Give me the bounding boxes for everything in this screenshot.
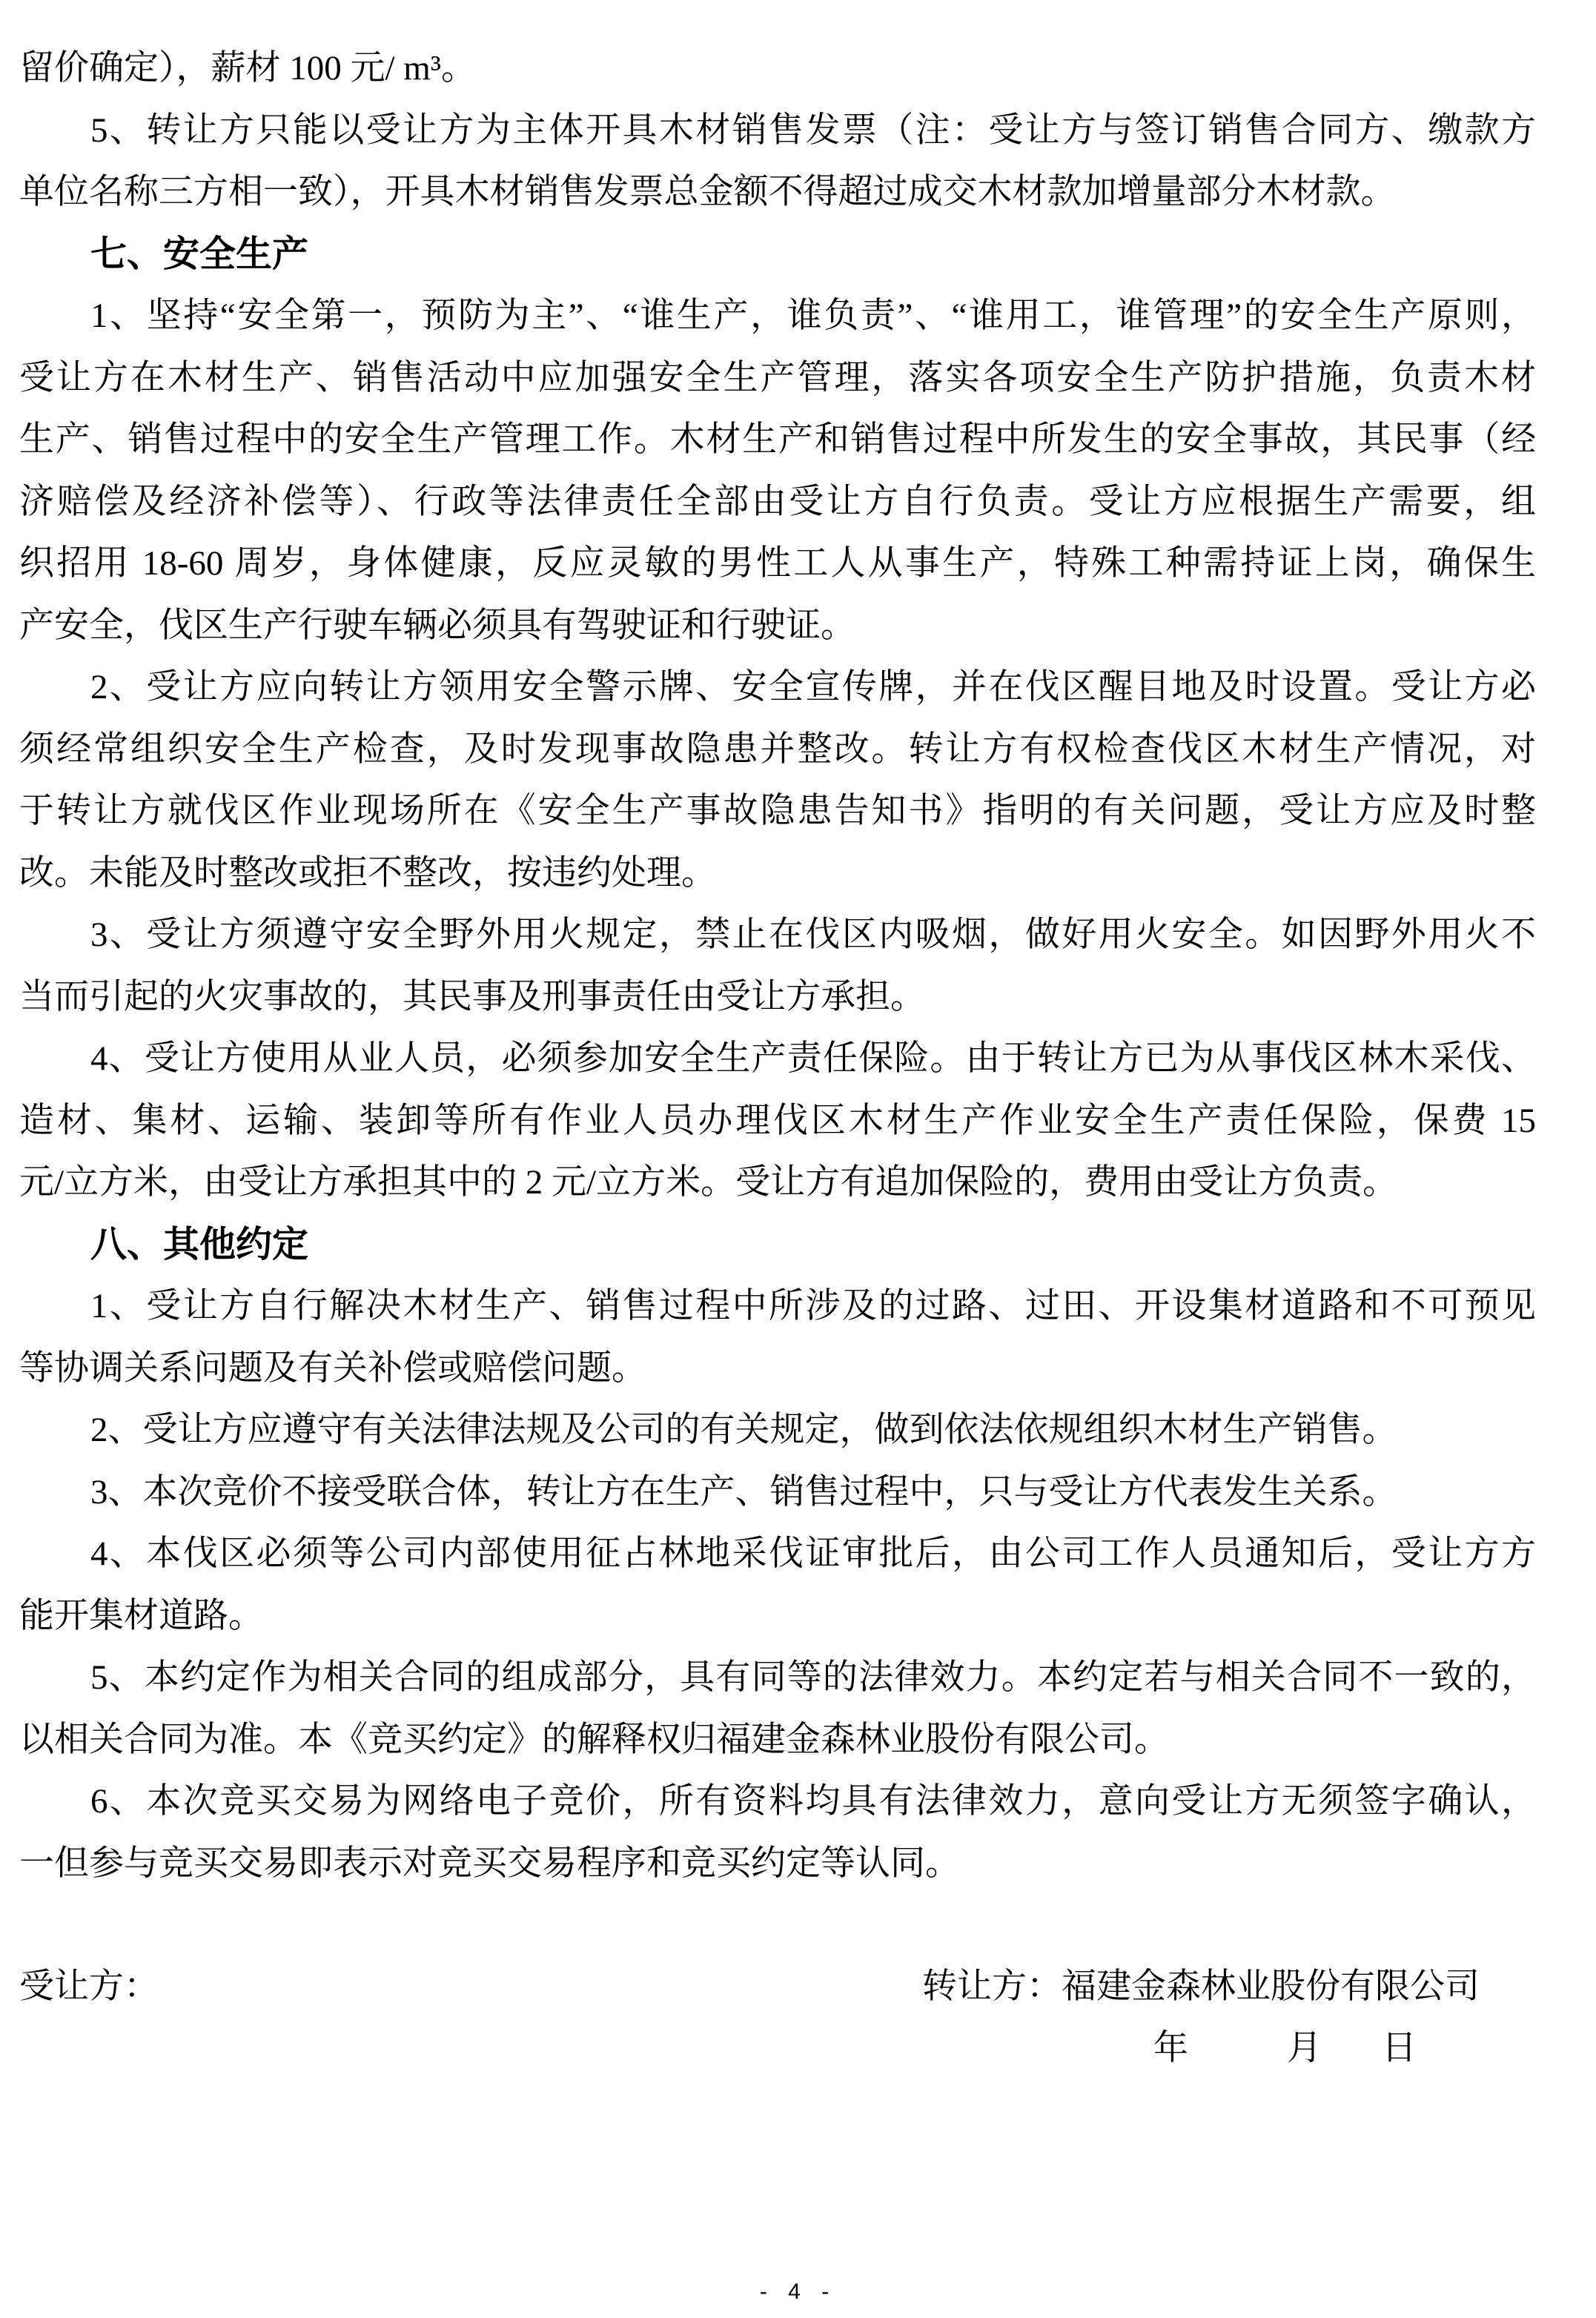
document-line: 产安全，伐区生产行驶车辆必须具有驾驶证和行驶证。: [19, 606, 855, 645]
document-line: 2、受让方应向转让方领用安全警示牌、安全宣传牌，并在伐区醒目地及时设置。受让方必: [90, 668, 1536, 706]
signature-row: [0, 1956, 1596, 2018]
document-line: 6、本次竞买交易为网络电子竞价，所有资料均具有法律效力，意向受让方无须签字确认，: [90, 1782, 1536, 1821]
document-line: 单位名称三方相一致），开具木材销售发票总金额不得超过成交木材款加增量部分木材款。: [19, 173, 1396, 211]
transferee-signature-label: 受让方：: [19, 1967, 159, 2006]
document-line: 受让方在木材生产、销售活动中应加强安全生产管理，落实各项安全生产防护措施，负责木材: [19, 358, 1536, 397]
document-line: 生产、销售过程中的安全生产管理工作。木材生产和销售过程中所发生的安全事故，其民事（经: [19, 420, 1536, 459]
document-line: 元/立方米，由受让方承担其中的 2 元/立方米。受让方有追加保险的，费用由受让方负责。: [19, 1163, 1398, 1202]
section-heading: 七、安全生产: [90, 234, 309, 274]
date-month-label: 月: [1287, 2029, 1322, 2067]
document-line: 须经常组织安全生产检查，及时发现事故隐患并整改。转让方有权检查伐区木材生产情况，对: [19, 729, 1536, 769]
document-line: 改。未能及时整改或拒不整改，按违约处理。: [19, 853, 716, 893]
signature-date-row: [0, 2017, 1596, 2079]
document-line: 4、受让方使用从业人员，必须参加安全生产责任保险。由于转让方已为从事伐区林木采伐、: [90, 1039, 1536, 1078]
document-line: 3、本次竞价不接受联合体，转让方在生产、销售过程中，只与受让方代表发生关系。: [90, 1472, 1397, 1511]
document-line: 能开集材道路。: [19, 1596, 263, 1635]
section-heading: 八、其他约定: [90, 1224, 309, 1265]
document-line: 5、本约定作为相关合同的组成部分，具有同等的法律效力。本约定若与相关合同不一致的，: [90, 1658, 1536, 1697]
document-line: 5、转让方只能以受让方为主体开具木材销售发票（注：受让方与签订销售合同方、缴款方: [90, 110, 1536, 150]
document-line: 一但参与竞买交易即表示对竞买交易程序和竞买约定等认同。: [19, 1844, 960, 1883]
document-line: 留价确定），薪材 100 元/ m³。: [19, 49, 476, 87]
document-line: 1、坚持“安全第一，预防为主”、“谁生产，谁负责”、“谁用工，谁管理”的安全生产原则，: [90, 297, 1536, 335]
document-line: 等协调关系问题及有关补偿或赔偿问题。: [19, 1348, 646, 1388]
document-line: 以相关合同为准。本《竞买约定》的解释权归福建金森林业股份有限公司。: [19, 1720, 1169, 1759]
page-number: - 4 -: [759, 2279, 837, 2304]
document-line: 织招用 18-60 周岁，身体健康，反应灵敏的男性工人从事生产，特殊工种需持证上岗，确保生: [19, 544, 1536, 583]
document-line: 1、受让方自行解决木材生产、销售过程中所涉及的过路、过田、开设集材道路和不可预见: [90, 1287, 1536, 1325]
document-line: 当而引起的火灾事故的，其民事及刑事责任由受让方承担。: [19, 977, 925, 1016]
transferor-signature-label: 转让方：福建金森林业股份有限公司: [922, 1967, 1480, 2006]
document-line: 4、本伐区必须等公司内部使用征占林地采伐证审批后，由公司工作人员通知后，受让方方: [90, 1534, 1536, 1573]
date-day-label: 日: [1382, 2029, 1417, 2067]
document-line: 于转让方就伐区作业现场所在《安全生产事故隐患告知书》指明的有关问题，受让方应及时整: [19, 792, 1536, 830]
document-line: 2、受让方应遵守有关法律法规及公司的有关规定，做到依法依规组织木材生产销售。: [90, 1411, 1397, 1449]
document-line: 造材、集材、运输、装卸等所有作业人员办理伐区木材生产作业安全生产责任保险，保费 15: [19, 1101, 1536, 1140]
document-body: [19, 38, 1536, 1895]
document-line: 济赔偿及经济补偿等）、行政等法律责任全部由受让方自行负责。受让方应根据生产需要，组: [19, 482, 1536, 521]
document-line: 3、受让方须遵守安全野外用火规定，禁止在伐区内吸烟，做好用火安全。如因野外用火不: [90, 915, 1536, 954]
date-year-label: 年: [1153, 2029, 1188, 2067]
